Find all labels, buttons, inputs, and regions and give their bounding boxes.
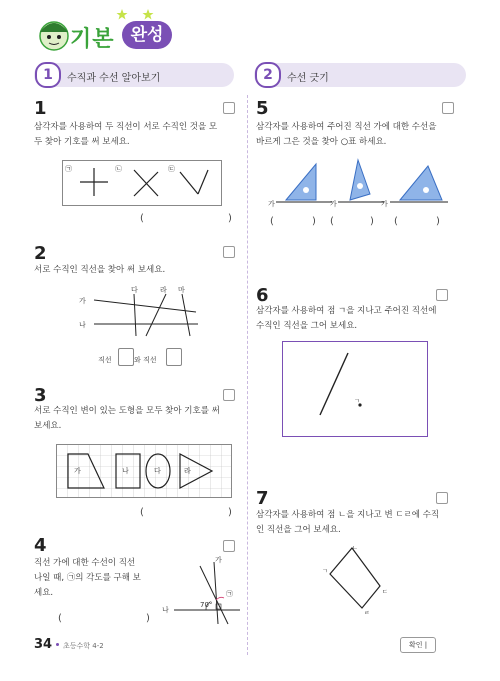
vertex-label-d: ㄷ xyxy=(382,589,388,596)
question-3-text-line2: 보세요. xyxy=(34,421,62,431)
question-4-label-na: 나 xyxy=(162,606,169,614)
section-number-2: 2 xyxy=(255,62,281,88)
question-5-label-ga-1: 가 xyxy=(268,200,275,208)
section-title-2: 수선 긋기 xyxy=(287,73,329,84)
question-6-number: 6 xyxy=(256,285,269,306)
question-5-answer-2-open: ( xyxy=(330,216,334,227)
line-label-na: 나 xyxy=(79,321,86,329)
question-5-answer-1-open: ( xyxy=(270,216,274,227)
question-1-checkbox[interactable] xyxy=(223,102,235,114)
question-5-label-ga-3: 가 xyxy=(381,200,388,208)
question-4-label-ga: 가 xyxy=(215,556,222,564)
question-6-text-line1: 삼각자를 사용하여 점 ㄱ을 지나고 주어진 직선에 xyxy=(256,306,437,316)
shape-label-na: 나 xyxy=(122,467,129,475)
question-4-checkbox[interactable] xyxy=(223,540,235,552)
stars-icon xyxy=(116,8,156,22)
question-2-number: 2 xyxy=(34,243,47,264)
question-5-answer-3-close: ) xyxy=(436,216,440,227)
question-2-figure xyxy=(86,288,206,338)
question-4-text-line3: 세요. xyxy=(34,588,54,598)
question-4-number: 4 xyxy=(34,535,47,556)
line-label-ra: 라 xyxy=(160,286,167,294)
question-1-label-c: ㉢ xyxy=(168,165,175,173)
line-label-da: 다 xyxy=(131,286,138,294)
section-number-1: 1 xyxy=(35,62,61,88)
question-1-text-line2: 두 찾아 기호를 써 보세요. xyxy=(34,137,130,147)
column-divider xyxy=(247,95,248,655)
question-7-text-line1: 삼각자를 사용하여 점 ㄴ을 지나고 변 ㄷㄹ에 수직 xyxy=(256,510,440,520)
question-5-text-line1: 삼각자를 사용하여 주어진 직선 가에 대한 수선을 xyxy=(256,122,437,132)
confirm-label: 확인 xyxy=(409,641,423,649)
question-1-label-a: ㉠ xyxy=(65,165,72,173)
question-4-answer-close: ) xyxy=(146,613,150,624)
question-6-point-label: ㄱ xyxy=(354,398,360,405)
question-5-label-ga-2: 가 xyxy=(330,200,337,208)
question-3-grid-figure xyxy=(56,444,232,498)
question-6-figure[interactable] xyxy=(282,341,428,437)
question-2-answer-and-label: 와 직선 xyxy=(134,356,157,364)
shape-label-ga: 가 xyxy=(74,467,81,475)
line-label-ma: 마 xyxy=(178,286,185,294)
question-2-answer-box-1[interactable] xyxy=(118,348,134,366)
footer-subject: 초등수학 4-2 xyxy=(63,642,104,650)
question-1-answer-close: ) xyxy=(228,213,232,224)
question-7-text-line2: 인 직선을 그어 보세요. xyxy=(256,525,341,535)
brand-basic: 기본 xyxy=(70,27,115,52)
question-2-answer-a-label: 직선 xyxy=(98,356,112,364)
question-5-figure xyxy=(262,152,452,212)
question-2-answer-box-2[interactable] xyxy=(166,348,182,366)
question-5-checkbox[interactable] xyxy=(442,102,454,114)
confirm-box[interactable]: 확인 | xyxy=(400,637,436,653)
question-3-answer-open: ( xyxy=(140,507,144,518)
question-3-checkbox[interactable] xyxy=(223,389,235,401)
vertex-label-r: ㄹ xyxy=(364,610,370,617)
question-7-number: 7 xyxy=(256,488,269,509)
brand-complete: 완성 xyxy=(122,21,172,49)
vertex-label-g: ㄱ xyxy=(322,568,328,575)
question-1-answer-open: ( xyxy=(140,213,144,224)
page-number: 34 xyxy=(34,637,53,652)
question-7-figure[interactable] xyxy=(318,540,398,616)
question-4-text-line2: 나일 때, ㉠의 각도를 구해 보 xyxy=(34,573,141,583)
line-label-ga: 가 xyxy=(79,297,86,305)
question-4-answer-open: ( xyxy=(58,613,62,624)
section-bar-2 xyxy=(254,63,466,87)
question-3-answer-close: ) xyxy=(228,507,232,518)
footer-dot xyxy=(56,643,59,646)
question-2-checkbox[interactable] xyxy=(223,246,235,258)
question-3-number: 3 xyxy=(34,385,47,406)
question-1-figure xyxy=(62,160,222,206)
question-1-label-b: ㉡ xyxy=(115,165,122,173)
question-1-text-line1: 삼각자를 사용하여 두 직선이 서로 수직인 것을 모 xyxy=(34,122,218,132)
question-5-answer-3-open: ( xyxy=(394,216,398,227)
question-7-checkbox[interactable] xyxy=(436,492,448,504)
question-6-text-line2: 수직인 직선을 그어 보세요. xyxy=(256,321,358,331)
question-4-text-line1: 직선 가에 대한 수선이 직선 xyxy=(34,558,136,568)
question-1-number: 1 xyxy=(34,98,47,119)
section-title-1: 수직과 수선 알아보기 xyxy=(67,73,161,84)
vertex-label-n: ㄴ xyxy=(352,545,358,552)
shape-label-da: 다 xyxy=(154,467,161,475)
question-5-text-line2: 바르게 그은 것을 찾아 ○표 하세요. xyxy=(256,137,387,147)
question-5-answer-1-close: ) xyxy=(312,216,316,227)
shape-label-ra: 라 xyxy=(184,467,191,475)
question-4-angle-70: 70° xyxy=(200,601,213,609)
question-4-angle-label: ㉠ xyxy=(226,590,233,598)
question-5-answer-2-close: ) xyxy=(370,216,374,227)
question-3-text-line1: 서로 수직인 변이 있는 도형을 모두 찾아 기호를 써 xyxy=(34,406,220,416)
question-6-checkbox[interactable] xyxy=(436,289,448,301)
question-2-text: 서로 수직인 직선을 찾아 써 보세요. xyxy=(34,265,166,275)
question-5-number: 5 xyxy=(256,98,269,119)
